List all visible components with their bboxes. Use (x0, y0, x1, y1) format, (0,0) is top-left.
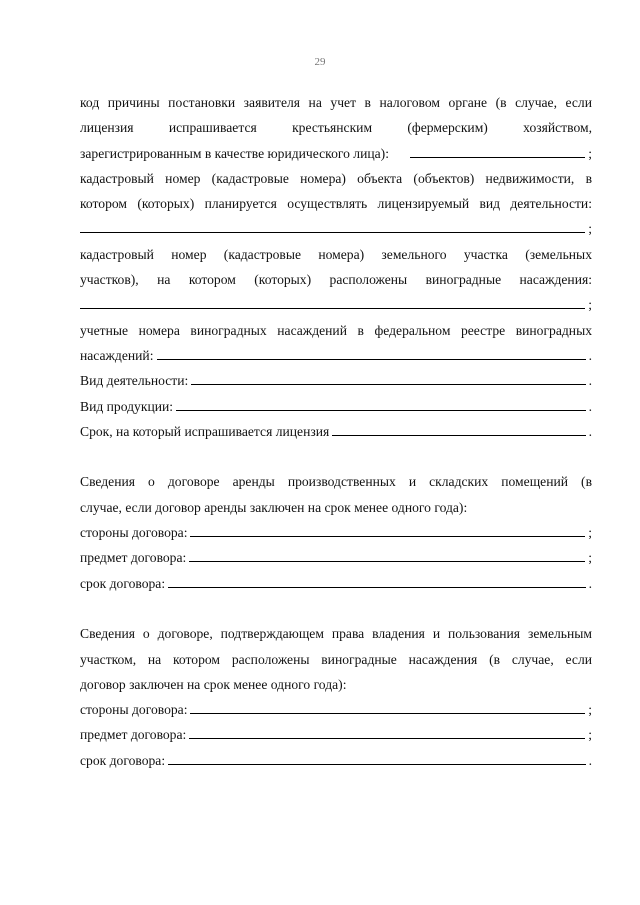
cadastral-object-blank[interactable] (80, 218, 585, 233)
vineyard-numbers-line-1: учетные номера виноградных насаждений в федеральном реестре виноградных (80, 322, 592, 338)
cadastral-land-line-1: кадастровый номер (кадастровые номера) земельного участка (земельных (80, 246, 592, 262)
kpp-field-row: зарегистрированным в качестве юридического лица): ; (80, 141, 592, 166)
kpp-label: зарегистрированным в качестве юридического лица): (80, 145, 389, 161)
kpp-blank[interactable] (410, 143, 585, 158)
lease-term-blank[interactable] (168, 573, 585, 588)
form-content (80, 90, 592, 773)
lease-term-row: срок договора: . (80, 571, 592, 596)
vineyard-numbers-blank[interactable] (157, 345, 586, 360)
page-number: 29 (314, 56, 326, 68)
land-contract-heading-line-3: договор заключен на срок менее одного года): (80, 676, 347, 692)
lease-subject-blank[interactable] (189, 547, 585, 562)
lease-term-label: срок договора: (80, 575, 166, 591)
land-term-label: срок договора: (80, 752, 166, 768)
land-contract-heading-line-2: участком, на котором расположены виноградные насаждения (в случае, если (80, 651, 592, 667)
activity-type-blank[interactable] (191, 370, 585, 385)
license-term-row: Срок, на который испрашивается лицензия . (80, 419, 592, 444)
lease-subject-row: предмет договора: ; (80, 545, 592, 570)
land-subject-label: предмет договора: (80, 727, 187, 743)
kpp-text-line-2: лицензия испрашивается крестьянским (фермерским) хозяйством, (80, 120, 592, 136)
land-term-row: срок договора: . (80, 748, 592, 773)
land-subject-blank[interactable] (189, 724, 585, 739)
land-term-blank[interactable] (168, 750, 585, 765)
cadastral-object-line-1: кадастровый номер (кадастровые номера) объекта (объектов) недвижимости, в (80, 170, 592, 186)
cadastral-land-line-2: участков), на котором (которых) расположены виноградные насаждения: (80, 272, 592, 288)
cadastral-land-blank[interactable] (80, 294, 585, 309)
lease-heading-line-2: случае, если договор аренды заключен на срок менее одного года): (80, 499, 468, 515)
activity-type-row: Вид деятельности: . (80, 368, 592, 393)
vineyard-numbers-field-row: насаждений: . (80, 343, 592, 368)
lease-parties-label: стороны договора: (80, 525, 188, 541)
cadastral-object-field-row: ; (80, 216, 592, 241)
lease-heading-line-1: Сведения о договоре аренды производственных и складских помещений (в (80, 474, 592, 490)
product-type-label: Вид продукции: (80, 398, 174, 414)
lease-parties-row: стороны договора: ; (80, 520, 592, 545)
vineyard-numbers-label: насаждений: (80, 347, 154, 363)
product-type-blank[interactable] (176, 396, 586, 411)
license-term-label: Срок, на который испрашивается лицензия (80, 423, 330, 439)
activity-type-label: Вид деятельности: (80, 373, 189, 389)
kpp-text-line-1: код причины постановки заявителя на учет в налоговом органе (в случае, если (80, 95, 592, 110)
land-subject-row: предмет договора: ; (80, 722, 592, 747)
license-term-blank[interactable] (332, 421, 585, 436)
land-parties-label: стороны договора: (80, 702, 188, 718)
land-parties-blank[interactable] (190, 699, 585, 714)
cadastral-object-line-2: котором (которых) планируется осуществлять лицензируемый вид деятельности: (80, 196, 592, 212)
cadastral-land-field-row: ; (80, 292, 592, 317)
land-parties-row: стороны договора: ; (80, 697, 592, 722)
land-contract-heading-line-1: Сведения о договоре, подтверждающем права владения и пользования земельным (80, 626, 592, 642)
lease-parties-blank[interactable] (190, 522, 585, 537)
product-type-row: Вид продукции: . (80, 394, 592, 419)
lease-subject-label: предмет договора: (80, 550, 187, 566)
